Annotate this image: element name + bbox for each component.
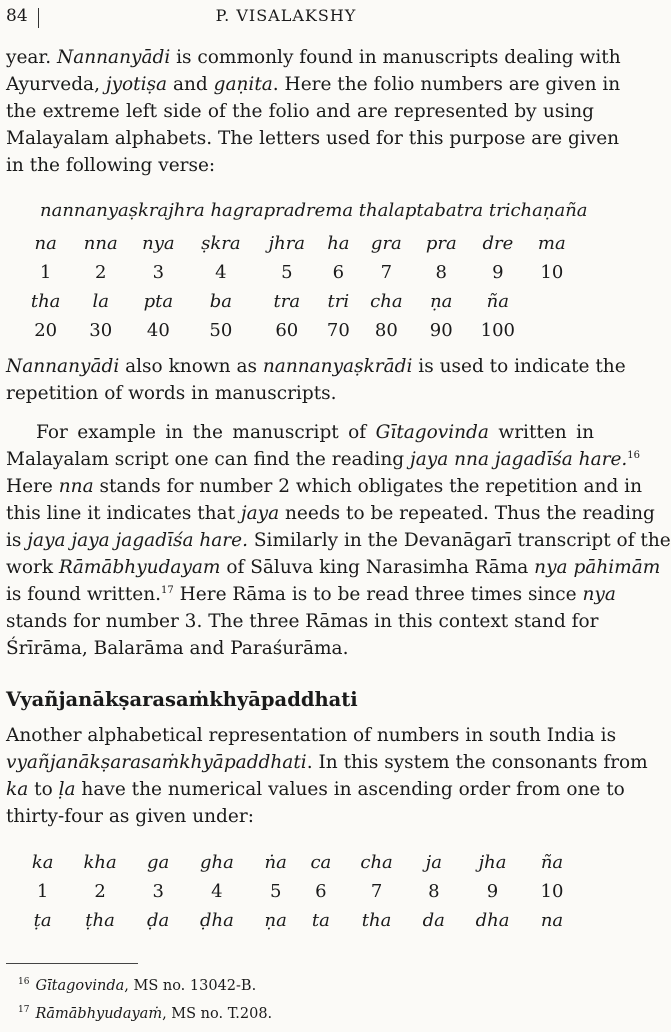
letter-cell: ga [147,852,170,873]
letter-cell: ḍa [147,910,170,931]
letter-cell: kha [83,852,117,873]
table-row [20,229,576,258]
number-cell: 2 [94,881,106,902]
number-cell: 9 [492,262,504,283]
letter-cell: ca [310,852,332,873]
number-cell: 6 [315,881,327,902]
letter-cell: jha [478,852,507,873]
text-line: Malayalam script one can find the reading jaya nna jagadīśa hare.$^{16}$ [6,449,641,470]
letter-cell: ta [311,910,330,931]
number-cell: 1 [39,262,52,283]
number-cell: 5 [269,881,282,902]
text-line: thirty-four as given under: [6,806,254,827]
letter-cell: ka [31,852,54,873]
letter-cell: na [540,910,564,931]
letter-cell: dre [482,233,514,254]
letter-cell: jhra [268,233,306,254]
letter-cell: la [92,291,109,312]
letter-cell: cha [370,291,403,312]
number-cell: 1 [36,881,49,902]
table-row [20,906,576,935]
letter-cell: dha [475,910,510,931]
text-line: Malayalam alphabets. The letters used for this purpose are given [6,128,620,149]
letter-cell: tri [327,291,350,312]
letter-cell: gha [199,852,234,873]
consonant-table [20,848,576,935]
text-line: the extreme left side of the folio and are represented by using [6,101,594,122]
running-head: P. VISALAKSHY [215,6,357,25]
empty-cell [528,316,576,345]
number-cell: 6 [332,262,345,283]
letter-cell: tha [361,910,392,931]
letter-cell: ma [537,233,566,254]
letter-cell: ṣkra [201,233,241,254]
number-cell: 7 [380,262,393,283]
number-cell: 3 [152,881,164,902]
number-cell: 10 [540,262,564,283]
number-cell: 70 [326,320,350,341]
letter-cell: tha [30,291,61,312]
text-line: is found written.$^{17}$ Here Rāma is to be read three times since nya [6,584,616,605]
table-row [20,877,576,906]
footnote-number: 16 [18,977,30,988]
paragraph-nannanyadi [6,353,626,407]
text-line: vyañjanākṣarasaṁkhyāpaddhati. In this system the consonants from [6,752,648,773]
number-cell: 4 [211,881,223,902]
table-row [20,316,576,345]
footnote-ref: 16 [627,449,641,461]
text-line: work Rāmābhyudayam of Sāluva king Narasimha Rāma nya pāhimām [6,557,661,578]
empty-cell [528,287,576,316]
paragraph-vyanjana [6,722,648,830]
paragraph-example [6,419,671,662]
letter-cell: ḍha [199,910,234,931]
table-row [20,287,576,316]
letter-cell: ṭha [85,910,115,931]
letter-cell: ṇa [430,291,453,312]
number-cell: 7 [370,881,383,902]
text-line: Here nna stands for number 2 which obligates the repetition and in [6,476,643,497]
letter-cell: ṅa [264,852,287,873]
number-cell: 4 [215,262,227,283]
number-cell: 2 [95,262,107,283]
number-cell: 80 [374,320,398,341]
text-line: Ayurveda, jyotiṣa and gaṇita. Here the folio numbers are given in [6,74,621,95]
number-cell: 30 [89,320,113,341]
table-row [20,258,576,287]
footnote-ref: 17 [161,584,174,596]
letter-cell: ba [209,291,232,312]
number-cell: 60 [275,320,299,341]
letter-cell: ṭa [33,910,52,931]
letter-cell: ña [486,291,509,312]
verse-line: nannanyaṣkrajhra hagrapradrema thalaptabatra trichaṇaña [40,200,588,221]
footnote-number: 17 [18,1005,30,1016]
running-header [6,6,566,30]
page-number: 84 [6,6,28,26]
number-cell: 9 [486,881,499,902]
letter-cell: cha [360,852,393,873]
paragraph-intro [6,44,621,179]
number-cell: 5 [281,262,293,283]
number-cell: 20 [34,320,58,341]
number-cell: 3 [152,262,165,283]
text-line: repetition of words in manuscripts. [6,383,337,404]
text-line: ka to ḷa have the numerical values in ascending order from one to [6,779,625,800]
text-line: stands for number 3. The three Rāmas in this context stand for [6,611,599,632]
letter-cell: nna [83,233,118,254]
number-cell: 10 [540,881,564,902]
number-cell: 8 [428,881,440,902]
footnote-rule [6,963,138,964]
letter-cell: ja [425,852,442,873]
letter-cell: na [34,233,57,254]
letter-cell: da [422,910,445,931]
letter-cell: ha [327,233,350,254]
letter-cell: gra [370,233,402,254]
number-cell: 90 [429,320,453,341]
text-line: Another alphabetical representation of numbers in south India is [6,725,617,746]
letter-cell: pra [425,233,457,254]
text-line: in the following verse: [6,155,216,176]
footnote: $^{17}$ Rāmābhyudayaṁ, MS no. T.208. [18,1005,273,1022]
text-line: this line it indicates that jaya needs to be repeated. Thus the reading [6,503,655,524]
number-cell: 40 [146,320,170,341]
number-cell: 50 [209,320,233,341]
letter-cell: ña [540,852,564,873]
letter-cell: nya [142,233,175,254]
section-heading: Vyañjanākṣarasaṁkhyāpaddhati [6,688,358,711]
text-line: is jaya jaya jagadīśa hare. Similarly in the Devanāgarī transcript of the [6,530,671,551]
number-cell: 100 [480,320,516,341]
text-line: Śrīrāma, Balarāma and Paraśurāma. [6,638,349,659]
letter-cell: pta [143,291,174,312]
letter-cell: tra [273,291,301,312]
nannanyadi-table [20,229,576,345]
letter-cell: ṇa [264,910,287,931]
footnote: $^{16}$ Gītagovinda, MS no. 13042-B. [18,977,257,994]
text-line: For example in the manuscript of Gītagovinda written in [36,422,594,443]
number-cell: 8 [435,262,447,283]
text-line: Nannanyādi also known as nannanyaṣkrādi is used to indicate the [6,356,626,377]
text-line: year. Nannanyādi is commonly found in manuscripts dealing with [6,47,621,68]
table-row [20,848,576,877]
